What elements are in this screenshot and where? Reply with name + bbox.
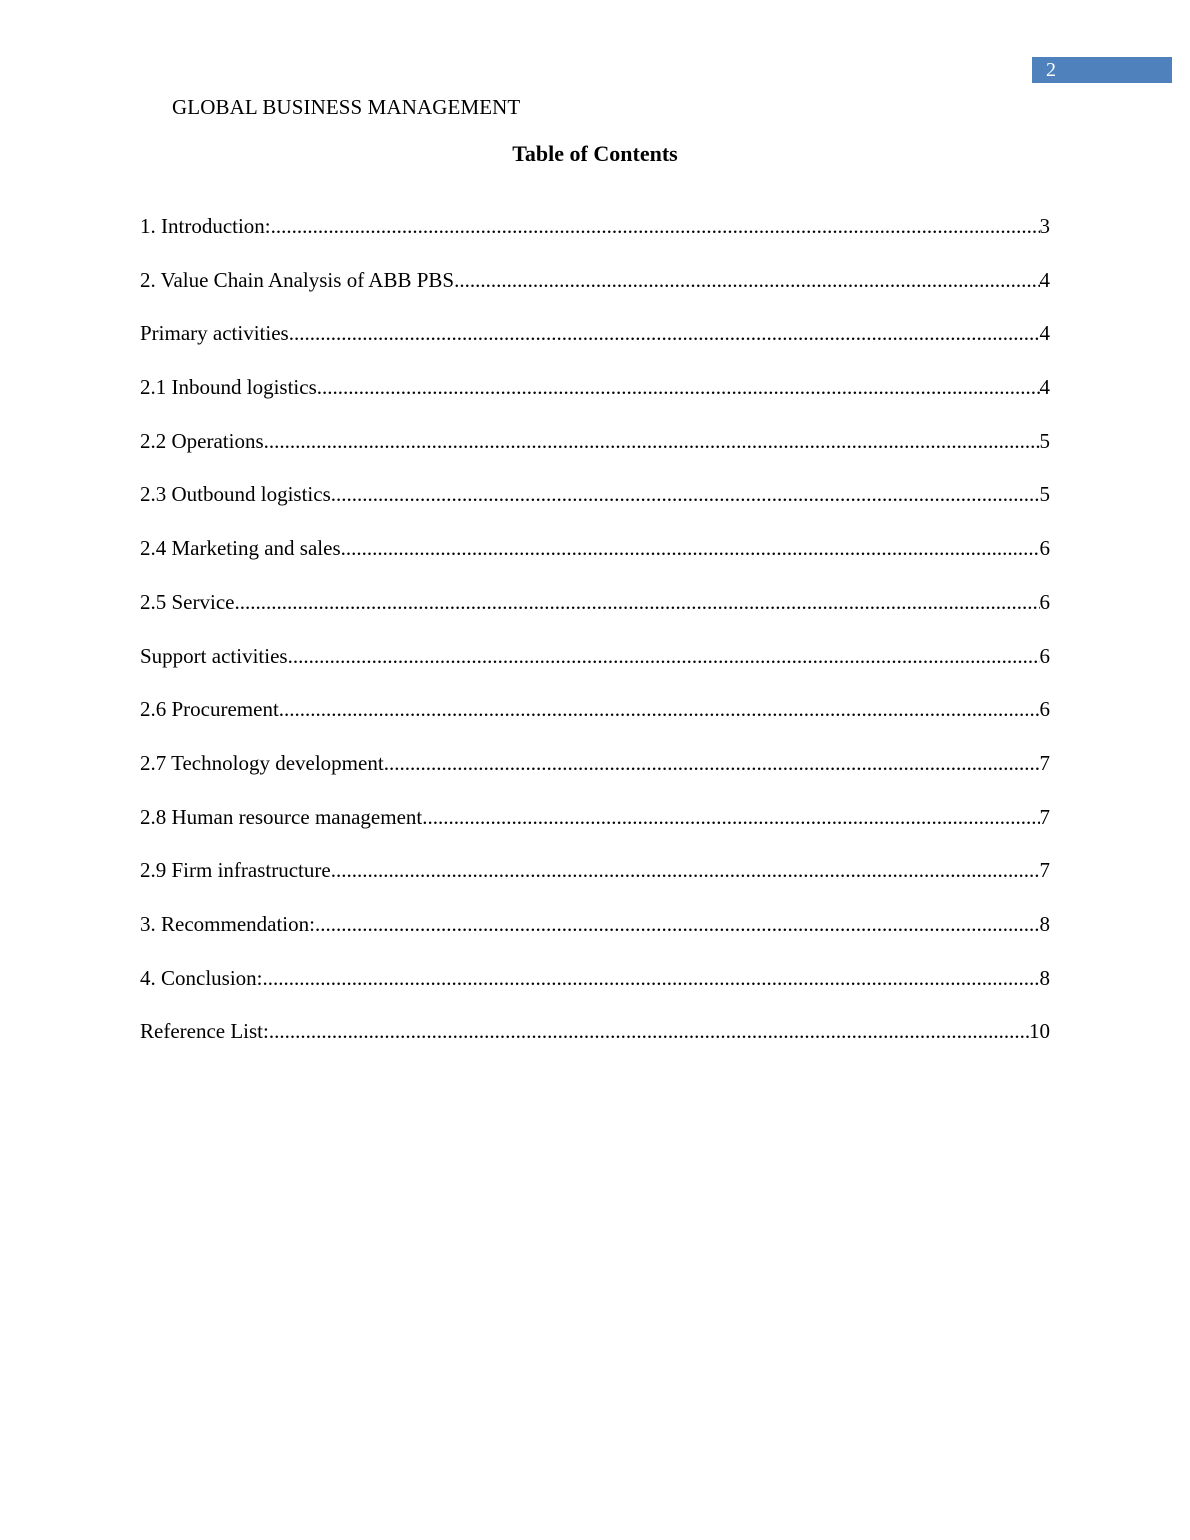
toc-dot-leader: [269, 1017, 1029, 1045]
toc-entry[interactable]: [140, 695, 1050, 749]
toc-entry-page: 6: [1039, 589, 1050, 614]
toc-dot-leader: [422, 803, 1039, 831]
toc-dot-leader: [315, 910, 1040, 938]
toc-entry-label: 2.3 Outbound logistics: [140, 482, 331, 507]
toc-entry[interactable]: [140, 480, 1050, 534]
toc-entry[interactable]: [140, 319, 1050, 373]
toc-entry-label: 1. Introduction:: [140, 214, 271, 238]
toc-entry-label: 2. Value Chain Analysis of ABB PBS: [140, 267, 455, 292]
toc-entry-label: 2.2 Operations: [140, 428, 264, 453]
toc-entry-label: 2.7 Technology development: [140, 750, 384, 775]
toc-entry[interactable]: [140, 373, 1050, 427]
toc-entry-label: 4. Conclusion:: [140, 965, 263, 990]
toc-entry-label: Primary activities: [140, 321, 289, 346]
toc-entry-page: 4: [1039, 267, 1050, 292]
toc-dot-leader: [384, 749, 1040, 777]
toc-entry-label: 2.6 Procurement: [140, 697, 279, 722]
toc-entry[interactable]: [140, 1017, 1050, 1071]
table-of-contents: [140, 212, 1050, 1071]
toc-entry[interactable]: [140, 534, 1050, 588]
toc-dot-leader: [317, 373, 1040, 401]
toc-dot-leader: [264, 427, 1040, 455]
toc-entry-page: 7: [1039, 804, 1050, 829]
toc-entry-label: 2.5 Service: [140, 589, 235, 614]
toc-entry[interactable]: [140, 427, 1050, 481]
page-number-badge: [1032, 57, 1172, 83]
toc-dot-leader: [288, 642, 1040, 670]
toc-dot-leader: [289, 319, 1040, 347]
toc-dot-leader: [454, 266, 1039, 294]
toc-dot-leader: [271, 212, 1040, 240]
toc-dot-leader: [331, 480, 1040, 508]
toc-entry[interactable]: [140, 642, 1050, 696]
running-header: GLOBAL BUSINESS MANAGEMENT: [172, 95, 521, 119]
toc-entry-label: 2.9 Firm infrastructure: [140, 858, 331, 883]
toc-dot-leader: [234, 588, 1039, 616]
toc-entry[interactable]: [140, 588, 1050, 642]
toc-entry-page: 6: [1039, 697, 1050, 722]
toc-entry-page: 7: [1039, 858, 1050, 883]
toc-entry-page: 4: [1039, 375, 1050, 400]
toc-entry-page: 8: [1039, 911, 1050, 936]
toc-entry-page: 6: [1039, 536, 1050, 561]
toc-entry[interactable]: [140, 910, 1050, 964]
toc-entry-page: 8: [1039, 965, 1050, 990]
page-number: 2: [1046, 59, 1056, 81]
toc-entry-page: 7: [1039, 750, 1050, 775]
toc-title: Table of Contents: [512, 141, 678, 166]
toc-entry-page: 6: [1039, 643, 1050, 668]
toc-dot-leader: [279, 695, 1040, 723]
toc-entry[interactable]: [140, 266, 1050, 320]
toc-entry[interactable]: [140, 749, 1050, 803]
toc-dot-leader: [263, 964, 1040, 992]
toc-entry-label: Support activities: [140, 643, 288, 668]
toc-entry[interactable]: [140, 212, 1050, 266]
toc-dot-leader: [341, 534, 1040, 562]
toc-entry-label: 2.4 Marketing and sales: [140, 536, 341, 561]
toc-entry-page: 5: [1039, 428, 1050, 453]
toc-entry-page: 10: [1029, 1019, 1050, 1044]
toc-entry-page: 4: [1039, 321, 1050, 346]
toc-entry[interactable]: [140, 856, 1050, 910]
toc-entry-label: Reference List:: [140, 1019, 269, 1044]
toc-entry-label: 2.1 Inbound logistics: [140, 375, 317, 400]
toc-entry-page: 3: [1039, 214, 1050, 238]
toc-entry[interactable]: [140, 964, 1050, 1018]
toc-entry-page: 5: [1039, 482, 1050, 507]
toc-dot-leader: [331, 856, 1040, 884]
toc-entry-label: 3. Recommendation:: [140, 911, 315, 936]
toc-entry-label: 2.8 Human resource management: [140, 804, 423, 829]
toc-entry[interactable]: [140, 803, 1050, 857]
